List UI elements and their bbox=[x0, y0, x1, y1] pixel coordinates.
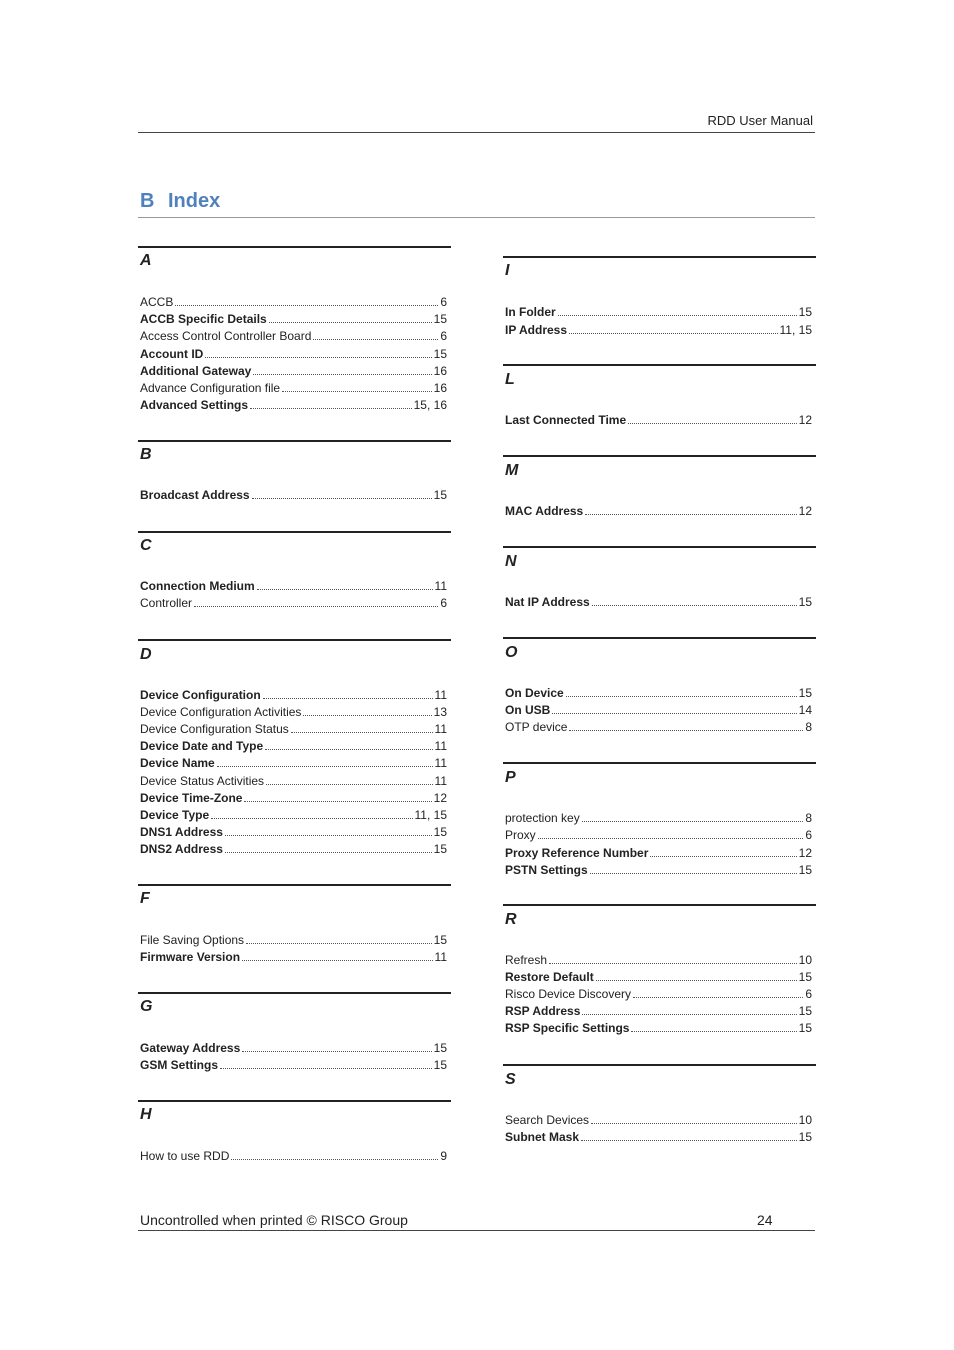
dot-leader bbox=[558, 315, 797, 316]
dot-leader bbox=[242, 960, 432, 961]
index-entry bbox=[140, 702, 447, 719]
entry-term: On Device bbox=[505, 686, 564, 700]
section-letter: R bbox=[505, 911, 517, 928]
index-entry bbox=[505, 967, 812, 984]
dot-leader bbox=[175, 305, 438, 306]
dot-leader bbox=[552, 713, 796, 714]
index-entry bbox=[140, 753, 447, 770]
entry-term: RSP Specific Settings bbox=[505, 1021, 630, 1035]
dot-leader bbox=[569, 333, 777, 334]
index-entry bbox=[140, 771, 447, 788]
entry-pages: 16 bbox=[433, 363, 447, 378]
entry-term: MAC Address bbox=[505, 504, 584, 518]
entry-pages: 6 bbox=[440, 596, 447, 610]
dot-leader bbox=[569, 730, 803, 731]
entry-term: Device Date and Type bbox=[140, 739, 264, 754]
entry-term: DNS1 Address bbox=[140, 824, 223, 839]
index-entry bbox=[140, 788, 447, 805]
dot-leader bbox=[265, 749, 432, 750]
entry-term: Access Control Controller Board bbox=[140, 329, 312, 344]
entry-term: How to use RDD bbox=[140, 1149, 230, 1163]
index-entry bbox=[140, 593, 447, 610]
entry-pages: 11 bbox=[434, 722, 447, 737]
entry-pages: 12 bbox=[798, 504, 812, 518]
entry-pages: 15 bbox=[798, 1004, 812, 1018]
page-number: 24 bbox=[757, 1212, 773, 1228]
dot-leader bbox=[631, 1031, 796, 1032]
section-letter: P bbox=[505, 769, 516, 786]
dot-leader bbox=[250, 408, 412, 409]
dot-leader bbox=[211, 818, 412, 819]
dot-leader bbox=[592, 605, 797, 606]
index-entry bbox=[140, 930, 447, 947]
index-entry bbox=[505, 1110, 812, 1127]
entry-pages: 15, 16 bbox=[413, 398, 447, 413]
entry-term: Firmware Version bbox=[140, 950, 241, 964]
index-entry bbox=[140, 485, 447, 502]
entry-term: Search Devices bbox=[505, 1113, 590, 1127]
index-entry bbox=[140, 805, 447, 822]
entry-pages: 15 bbox=[433, 346, 447, 361]
entry-term: Proxy bbox=[505, 828, 536, 843]
dot-leader bbox=[257, 589, 433, 590]
dot-leader bbox=[591, 1123, 797, 1124]
appendix-number: B bbox=[140, 190, 155, 212]
index-entry bbox=[140, 736, 447, 753]
section-letter: H bbox=[140, 1106, 152, 1123]
entry-pages: 6 bbox=[440, 329, 447, 344]
entry-term: OTP device bbox=[505, 720, 568, 734]
index-entry bbox=[140, 576, 447, 593]
entry-term: Refresh bbox=[505, 953, 548, 967]
entry-pages: 11 bbox=[434, 950, 447, 964]
entry-term: In Folder bbox=[505, 305, 556, 319]
entry-pages: 12 bbox=[798, 413, 812, 427]
dot-leader bbox=[582, 821, 804, 822]
section-letter: O bbox=[505, 644, 518, 661]
index-entry bbox=[140, 839, 447, 856]
section-letter: C bbox=[140, 537, 152, 554]
dot-leader bbox=[263, 698, 433, 699]
entry-pages: 15 bbox=[433, 312, 447, 327]
page-header bbox=[138, 112, 815, 133]
dot-leader bbox=[303, 715, 431, 716]
section-letter: M bbox=[505, 462, 519, 479]
index-entry bbox=[140, 378, 447, 395]
index-entry bbox=[140, 361, 447, 378]
dot-leader bbox=[194, 606, 438, 607]
index-entry bbox=[505, 410, 812, 427]
entry-pages: 15 bbox=[798, 305, 812, 319]
entry-pages: 12 bbox=[798, 845, 812, 860]
entry-pages: 8 bbox=[805, 720, 812, 734]
entry-term: GSM Settings bbox=[140, 1058, 219, 1072]
index-section-f bbox=[138, 884, 451, 1006]
entry-pages: 15 bbox=[798, 862, 812, 877]
index-entry bbox=[505, 808, 812, 825]
dot-leader bbox=[291, 732, 433, 733]
index-entry bbox=[140, 719, 447, 736]
dot-leader bbox=[242, 1051, 431, 1052]
index-entry bbox=[140, 1146, 447, 1163]
dot-leader bbox=[225, 835, 432, 836]
entry-term: Account ID bbox=[140, 346, 204, 361]
entry-pages: 11, 15 bbox=[779, 323, 812, 337]
entry-term: Additional Gateway bbox=[140, 363, 252, 378]
index-entry bbox=[505, 860, 812, 877]
dot-leader bbox=[282, 391, 432, 392]
index-entry bbox=[505, 302, 812, 319]
dot-leader bbox=[253, 374, 431, 375]
entry-term: ACCB Specific Details bbox=[140, 312, 267, 327]
section-letter: G bbox=[140, 998, 153, 1015]
section-letter: A bbox=[140, 252, 152, 269]
entry-pages: 9 bbox=[440, 1149, 447, 1163]
index-section-h bbox=[138, 1100, 451, 1222]
entry-pages: 11 bbox=[434, 579, 447, 593]
entry-pages: 14 bbox=[798, 703, 812, 717]
entry-pages: 15 bbox=[798, 1130, 812, 1144]
dot-leader bbox=[246, 943, 432, 944]
entry-term: RSP Address bbox=[505, 1004, 581, 1018]
entry-term: Last Connected Time bbox=[505, 413, 627, 427]
entry-pages: 6 bbox=[440, 295, 447, 309]
dot-leader bbox=[269, 322, 432, 323]
entry-pages: 15 bbox=[433, 841, 447, 856]
section-letter: B bbox=[140, 446, 152, 463]
entry-pages: 11 bbox=[434, 773, 447, 788]
entry-term: IP Address bbox=[505, 323, 568, 337]
index-entry bbox=[505, 843, 812, 860]
entry-term: Nat IP Address bbox=[505, 595, 590, 609]
entry-pages: 11 bbox=[434, 739, 447, 754]
index-entry bbox=[140, 292, 447, 309]
entry-term: Restore Default bbox=[505, 970, 594, 984]
entry-pages: 11 bbox=[434, 756, 447, 771]
entry-term: On USB bbox=[505, 703, 551, 717]
dot-leader bbox=[650, 856, 796, 857]
entry-pages: 10 bbox=[798, 1113, 812, 1127]
entry-term: Subnet Mask bbox=[505, 1130, 580, 1144]
dot-leader bbox=[549, 963, 797, 964]
index-entry bbox=[505, 1127, 812, 1144]
entry-pages: 15 bbox=[433, 824, 447, 839]
dot-leader bbox=[628, 423, 797, 424]
page-title: Index bbox=[168, 190, 221, 212]
entry-term: Device Status Activities bbox=[140, 773, 265, 788]
index-entry bbox=[140, 822, 447, 839]
dot-leader bbox=[582, 1014, 796, 1015]
index-entry bbox=[140, 395, 447, 412]
entry-term: Device Configuration Status bbox=[140, 722, 289, 737]
entry-term: Broadcast Address bbox=[140, 488, 250, 502]
dot-leader bbox=[590, 873, 797, 874]
index-section-p bbox=[503, 762, 816, 884]
dot-leader bbox=[596, 980, 797, 981]
page-footer bbox=[138, 1210, 815, 1231]
entry-pages: 15 bbox=[798, 970, 812, 984]
section-letter: F bbox=[140, 890, 150, 907]
dot-leader bbox=[585, 514, 796, 515]
entry-term: ACCB bbox=[140, 295, 174, 309]
entry-term: protection key bbox=[505, 811, 580, 825]
entry-term: DNS2 Address bbox=[140, 841, 223, 856]
entry-term: Connection Medium bbox=[140, 579, 255, 593]
dot-leader bbox=[633, 997, 803, 998]
entry-term: Device Name bbox=[140, 756, 215, 771]
index-section-c bbox=[138, 531, 451, 653]
index-section-r bbox=[503, 904, 816, 1035]
dot-leader bbox=[217, 766, 433, 767]
entry-pages: 15 bbox=[798, 686, 812, 700]
index-heading bbox=[138, 188, 815, 218]
index-entry bbox=[505, 717, 812, 734]
entry-pages: 11, 15 bbox=[414, 807, 447, 822]
index-entry bbox=[505, 700, 812, 717]
index-entry bbox=[140, 685, 447, 702]
index-section-d bbox=[138, 639, 451, 856]
index-entry bbox=[140, 1038, 447, 1055]
index-section-o bbox=[503, 637, 816, 759]
dot-leader bbox=[313, 339, 438, 340]
entry-term: Advanced Settings bbox=[140, 398, 249, 413]
dot-leader bbox=[220, 1068, 432, 1069]
entry-term: Proxy Reference Number bbox=[505, 845, 649, 860]
entry-pages: 6 bbox=[805, 828, 812, 843]
entry-pages: 6 bbox=[805, 987, 812, 1001]
dot-leader bbox=[225, 852, 432, 853]
entry-term: Device Configuration Activities bbox=[140, 705, 302, 720]
index-entry bbox=[140, 326, 447, 343]
index-section-g bbox=[138, 992, 451, 1114]
entry-pages: 15 bbox=[798, 595, 812, 609]
index-entry bbox=[505, 501, 812, 518]
index-section-i bbox=[503, 256, 816, 378]
entry-pages: 15 bbox=[433, 1058, 447, 1072]
index-entry bbox=[140, 309, 447, 326]
index-section-s bbox=[503, 1064, 816, 1186]
dot-leader bbox=[252, 498, 432, 499]
index-entry bbox=[505, 950, 812, 967]
entry-pages: 12 bbox=[433, 790, 447, 805]
dot-leader bbox=[538, 838, 804, 839]
running-title: RDD User Manual bbox=[707, 113, 813, 128]
index-entry bbox=[505, 320, 812, 337]
entry-pages: 15 bbox=[433, 933, 447, 947]
entry-term: Gateway Address bbox=[140, 1041, 241, 1055]
entry-pages: 15 bbox=[798, 1021, 812, 1035]
entry-term: Device Time-Zone bbox=[140, 790, 243, 805]
section-letter: D bbox=[140, 646, 152, 663]
entry-term: Device Configuration bbox=[140, 688, 261, 702]
dot-leader bbox=[266, 784, 432, 785]
index-entry bbox=[140, 344, 447, 361]
index-entry bbox=[140, 947, 447, 964]
dot-leader bbox=[581, 1140, 797, 1141]
copyright-notice: Uncontrolled when printed © RISCO Group bbox=[140, 1212, 408, 1228]
index-entry bbox=[505, 683, 812, 700]
dot-leader bbox=[244, 801, 431, 802]
entry-term: File Saving Options bbox=[140, 933, 245, 947]
entry-pages: 13 bbox=[433, 705, 447, 720]
index-entry bbox=[505, 592, 812, 609]
index-section-a bbox=[138, 246, 451, 413]
entry-pages: 15 bbox=[433, 1041, 447, 1055]
entry-term: Advance Configuration file bbox=[140, 381, 281, 395]
index-entry bbox=[505, 825, 812, 842]
section-letter: N bbox=[505, 553, 517, 570]
entry-pages: 15 bbox=[433, 488, 447, 502]
entry-pages: 10 bbox=[798, 953, 812, 967]
index-entry bbox=[505, 1018, 812, 1035]
index-entry bbox=[505, 1001, 812, 1018]
dot-leader bbox=[566, 696, 797, 697]
entry-term: Risco Device Discovery bbox=[505, 987, 632, 1001]
entry-term: Controller bbox=[140, 596, 193, 610]
section-letter: S bbox=[505, 1071, 516, 1088]
dot-leader bbox=[231, 1159, 438, 1160]
section-letter: L bbox=[505, 371, 515, 388]
index-entry bbox=[505, 984, 812, 1001]
section-letter: I bbox=[505, 262, 510, 279]
entry-pages: 11 bbox=[434, 688, 447, 702]
entry-pages: 8 bbox=[805, 811, 812, 825]
dot-leader bbox=[205, 357, 431, 358]
index-entry bbox=[140, 1055, 447, 1072]
entry-term: PSTN Settings bbox=[505, 862, 588, 877]
entry-term: Device Type bbox=[140, 807, 210, 822]
entry-pages: 16 bbox=[433, 381, 447, 395]
